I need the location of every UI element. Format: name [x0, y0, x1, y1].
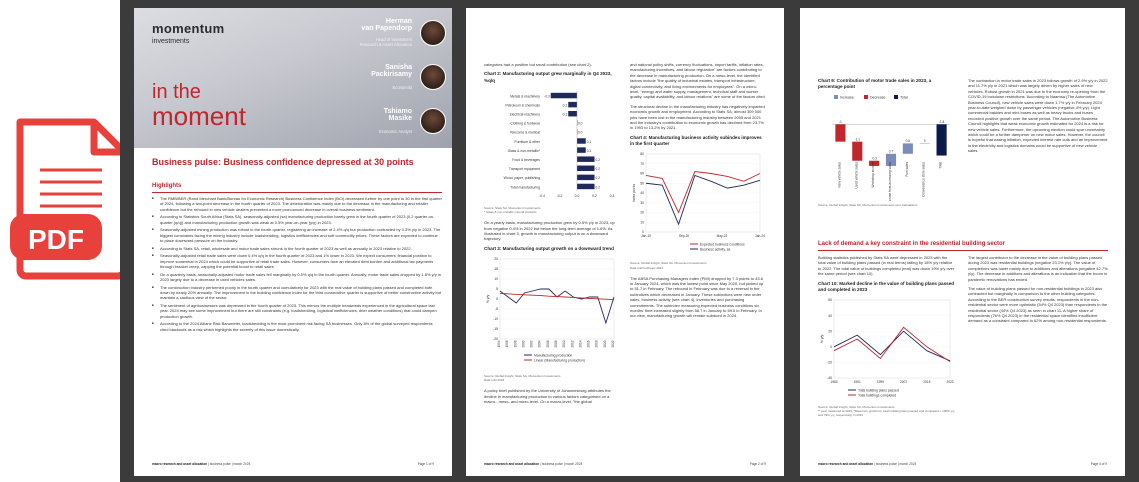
- tick-label: 15: [494, 267, 498, 272]
- author-1: Herman van Papendorp Head of Investment Research & Asset Allocation: [359, 18, 412, 48]
- avatar: [420, 20, 446, 46]
- plot-frame: [834, 300, 950, 378]
- category-label: Workshop income: [871, 162, 876, 188]
- legend-label: Decrease: [870, 95, 886, 100]
- tick-label: 60: [640, 171, 644, 176]
- chart-3-manufacturing-yy: [484, 255, 620, 373]
- list-item: ■ The RMB/BER (Rand Merchant Bank/Bureau for Economic Research) Business Confidence Index (BCI) decreased further by one point to 30 in the first quarter of 2024, following a two-point decrease in the fourth quarter of 2023. The deterioration was mainly due to the decrease in the manufacturing and retailer confidence but the rebound in new vehicle dealers prevented a more pronounced decrease in overall business sentiment.: [152, 196, 442, 212]
- tick-label: 30: [640, 201, 644, 206]
- tick-label: 2018: [594, 340, 599, 348]
- bar: [551, 93, 577, 98]
- pdf-file-icon: [10, 118, 130, 280]
- tick-label: 1983: [830, 379, 838, 384]
- legend-label: Total buildings completed: [858, 393, 897, 398]
- bar: [577, 147, 586, 152]
- data-label: 0.1: [586, 139, 592, 144]
- divider: [818, 250, 1108, 251]
- tick-label: 20: [828, 329, 832, 334]
- series-line: [646, 176, 760, 225]
- tick-label: -0.2: [556, 193, 563, 198]
- tick-label: 2006: [545, 340, 550, 348]
- pdf-label: PDF: [28, 224, 84, 255]
- brand-subtitle: investments: [152, 38, 190, 45]
- data-label: -1.8: [938, 120, 945, 125]
- chart-title: Chart 3: Manufacturing output growth on a downward trend: [484, 245, 614, 251]
- data-label: 0.6: [905, 139, 911, 144]
- tick-label: 20: [640, 210, 644, 215]
- category-label: Fuel sales: [904, 162, 909, 177]
- data-label: -0.3: [544, 94, 550, 99]
- axis-label: % y/y: [486, 294, 490, 304]
- category-label: Furniture & other: [514, 139, 540, 144]
- tick-label: 0.0: [574, 193, 580, 198]
- tick-label: 0.4: [609, 193, 615, 198]
- tick-label: -0.4: [539, 193, 545, 198]
- list-item: ■ According to Statistics South Africa (Stats SA), seasonally-adjusted (sa) manufacturing production barely grew in the fourth quarter of 2023 (0.2 quarter-on-quarter (q/q)) and manufacturing production growth was weak at 0.5% year-on-year (y/y) in 2023.: [152, 214, 442, 225]
- data-label: 0.0: [578, 121, 583, 126]
- chart-title: Chart 10: Marked decline in the value of building plans passed and completed in 2023: [818, 280, 955, 292]
- author-2: Sanisha Packirisamy Economist: [371, 64, 412, 90]
- avatar: [420, 64, 446, 90]
- axis-label: % y/y: [820, 334, 824, 344]
- tick-label: 2007: [900, 379, 908, 384]
- cover-banner: [134, 8, 452, 148]
- tick-label: 2012: [570, 340, 575, 348]
- data-label: 0.2: [595, 166, 600, 171]
- bar: [577, 174, 595, 179]
- tick-label: 1994: [497, 340, 501, 348]
- page-footer: macro research and asset allocation | business pulse | march 2024: [484, 461, 583, 466]
- tick-label: -20: [493, 337, 498, 342]
- page-title: Business pulse: Business confidence depressed at 30 points: [152, 157, 414, 167]
- axis-label: Index points: [632, 183, 636, 203]
- tick-label: 50: [640, 181, 644, 186]
- chart-title: Chart 2: Manufacturing output grew marginally in Q4 2023, %q/q: [484, 71, 612, 83]
- category-label: Used vehicle sales: [854, 162, 859, 189]
- tick-label: 40: [828, 313, 832, 318]
- tick-label: 2022: [611, 340, 615, 348]
- tick-label: 0: [642, 230, 644, 235]
- category-label: Total manufacturing: [510, 185, 540, 190]
- tick-label: -10: [493, 317, 498, 322]
- data-label: 0.2: [595, 175, 600, 180]
- legend-swatch: [834, 95, 838, 99]
- data-label: 0.0: [578, 130, 583, 135]
- category-label: Wood, paper, publishing: [503, 175, 540, 180]
- bar: [568, 102, 577, 107]
- category-label: New vehicle sales: [837, 162, 842, 188]
- category-label: Income from accessory sales: [888, 162, 892, 202]
- bar: [852, 142, 862, 161]
- legend-label: Linear (Manufacturing production): [534, 358, 585, 363]
- tick-label: 80: [640, 152, 644, 157]
- column-right: The contraction in motor trade sales in 2023 follows growth of 2.9% y/y in 2022 and 11.7% y/y in 2021 which was largely driven by higher sales of new vehicles. Robust growth in 2021 was due to the economy re-opening from the COVID-19 lockdown restrictions. According to Naamsa (The Automotive Business Council), new vehicle sales were down 1.7% y/y in February 2024 year-to-date weighed down by passenger vehicles (negative 4% y/y). Light commercial bakkies and mini buses as well as heavy trucks and buses recorded positive growth over the same period. The Automotive Business Council highlights that weak economic growth estimated for 2024 is a risk for new vehicle sales. Furthermore, the upcoming election could spur uncertainty which could be a further dampener on new motor sales. However, the council is hopeful that easing inflation, expected interest rate cuts and an improvement in the electricity and logistics domains could be supportive of new vehicle sales.: [968, 78, 1108, 154]
- tick-label: -15: [493, 327, 498, 332]
- chart-title: Chart 9: Contribution of motor trade sales in 2023, a percentage point: [818, 78, 932, 90]
- bar: [577, 156, 595, 161]
- chart-10-building-plans: [818, 296, 956, 404]
- tick-label: Jan-24: [755, 234, 765, 239]
- bar: [903, 144, 913, 154]
- tick-label: 1998: [513, 340, 518, 348]
- category-label: Electrical machinery: [509, 112, 540, 117]
- page-footer: macro research and asset allocation | business pulse | march 2024: [152, 461, 251, 466]
- data-label: -0.3: [871, 156, 877, 161]
- highlights-heading: Highlights: [152, 183, 182, 189]
- tick-label: 40: [640, 191, 644, 196]
- tick-label: 2020: [602, 340, 607, 348]
- chart-4-business-activity: [630, 150, 766, 260]
- tick-label: 70: [640, 162, 644, 167]
- legend-label: Increase: [840, 95, 854, 100]
- tick-label: 60: [828, 298, 832, 303]
- avatar: [420, 108, 446, 134]
- report-title-line1: in the: [152, 81, 201, 103]
- tick-label: 20: [494, 257, 498, 262]
- data-label: 0.2: [595, 185, 600, 190]
- series-line: [834, 331, 950, 361]
- list-item: ■ The sentiment of agribusinesses was depressed in the fourth quarter of 2023. This mirrors the multiple headwinds experienced in the agricultural space last year. 2024 may see some improvement but there are still constraints (e.g. loadshedding, logistical inefficiencies, drier weather conditions) that could dampen production growth.: [152, 303, 442, 319]
- category-label: Glass & non-metallic*: [507, 148, 540, 153]
- category-label: Total: [938, 162, 943, 170]
- category-label: Convenience store sales: [921, 162, 926, 198]
- tick-label: 2000: [521, 340, 526, 348]
- data-label: -1: [839, 120, 842, 125]
- data-label: 0.7: [888, 149, 894, 154]
- list-item: ■ Seasonally-adjusted mining production was robust in the fourth quarter, registering an increase of 2.4% q/q but production contracted by 0.3% y/y in 2023. The biggest constraints facing the mining industry include loadshedding, logistics inefficiencies and soft commodity prices. These factors are expected to continue to place downward pressure on the industry.: [152, 227, 442, 243]
- document-viewer[interactable]: [120, 0, 1139, 482]
- page-2: [466, 8, 784, 476]
- data-label: 0.1: [586, 148, 592, 153]
- bar: [568, 111, 577, 116]
- tick-label: 0: [830, 344, 832, 349]
- column-left-2: Building statistics published by Stats SA were depressed in 2023 with the total value of building plans passed (in real terms) falling by 18% y/y relative to 2022. The total value of buildings completed (real) was down 19% y/y over the same period (see chart 10). Chart 10: Marked decline in the value of building plans passed and completed in 2023 -40 -20 0 20 40 60 1983 1991 1999 2007 2015 2023 % y/y Total building plans passed Total buildings completed Source: Global Insight, Stats SA, Momentum Investments ** year measured at 2015, *Maximum growth for total building plans passed and completed + 100% y/y and 79% y/y, respectively, in 2021: [818, 255, 955, 418]
- data-label: -0.1: [561, 103, 568, 108]
- bar: [577, 138, 586, 143]
- page-3: [800, 8, 1125, 476]
- chart-title: Chart 4: Manufacturing business activity subindex improves in the first quarter: [630, 134, 762, 146]
- page-footer: macro research and asset allocation | business pulse | march 2024: [818, 461, 917, 466]
- bar: [835, 125, 845, 142]
- author-3: Tshiamo Masike Economic Analyst: [378, 108, 412, 134]
- category-label: Telecoms & medical: [509, 130, 540, 135]
- page-number: Page 2 of 9: [749, 461, 766, 466]
- tick-label: 2004: [537, 340, 542, 348]
- tick-label: -20: [827, 360, 832, 365]
- list-item: ■ On a quarterly basis, seasonally-adjusted motor trade sales fell marginally by 0.5% q/q in the fourth quarter. Annually, motor trade sales dropped by 1.8% y/y in 2023 largely due to a decrease in used vehicles sales.: [152, 272, 442, 283]
- legend-label: Total: [900, 95, 908, 100]
- tick-label: 0: [496, 297, 498, 302]
- legend-swatch: [864, 95, 868, 99]
- tick-label: 1991: [853, 379, 861, 384]
- data-label: -1.1: [854, 137, 861, 142]
- highlights-list: [152, 196, 442, 334]
- legend-label: Total building plans passed: [858, 388, 899, 393]
- tick-label: 2016: [586, 340, 591, 348]
- tick-label: 2008: [554, 340, 558, 348]
- tick-label: Sep-20: [678, 234, 690, 239]
- tick-label: 5: [496, 287, 498, 292]
- column-right-2: The largest contributor to the decrease in the value of building plans passed during 2023 was residential buildings (negative 23.1% y/y). The value of completions was lower mainly due to additions and alterations (negative 42.7% y/y). The decrease in additions and alterations is an indication that the boom in pandemic renovations has ended. The value of building plans passed for non-residential buildings in 2023 also contracted but marginally in comparison to the other building categories. According to the BER construction survey results, respondents in the non-residential sector were more optimistic (54% Q4 2023) than respondents in the residential sector (44% Q4 2023) as seen in chart 11. A higher share of respondents (76% Q4 2023) in the residential space identified insufficient demand as a constraint compared to 62% among non-residential respondents.: [968, 255, 1108, 324]
- chart-2-manufacturing-qq: [484, 87, 620, 205]
- tick-label: 2010: [562, 340, 567, 348]
- category-label: Petroleum & chemicals: [505, 103, 540, 108]
- category-label: Transport equipment: [508, 166, 540, 171]
- tick-label: Jan-19: [641, 234, 651, 239]
- section-heading: Lack of demand a key constraint in the residential building sector: [818, 241, 1006, 247]
- page-number: Page 1 of 9: [417, 461, 434, 466]
- list-item: ■ Seasonally-adjusted retail trade sales were down 0.4% q/q in the fourth quarter of 2023 and 1% lower in 2023. We expect consumers' financial position to improve somewhat in 2024 which could be supportive of retail trade sales. However, consumers face an elevated debt burden and additional tax payments through bracket creep, capping the potential boost to retail sales.: [152, 253, 442, 269]
- category-label: Clothing & footwear: [510, 121, 540, 126]
- data-label: 0.2: [595, 157, 600, 162]
- tick-label: 2002: [529, 340, 534, 348]
- tick-label: -40: [827, 376, 832, 381]
- list-item: ■ According to Stats SA, retail, wholesale and motor trade sales shrunk in the fourth quarter of 2023 as well as annually in 2023 relative to 2022.: [152, 246, 442, 251]
- tick-label: 10: [640, 220, 644, 225]
- divider: [152, 192, 442, 193]
- bar: [577, 165, 595, 170]
- legend-label: Manufacturing production: [534, 353, 573, 358]
- page-1: [134, 8, 452, 476]
- report-title-line2: moment: [152, 101, 246, 131]
- tick-label: 0.2: [592, 193, 597, 198]
- bar: [577, 183, 595, 188]
- list-item: ■ The construction industry performed poorly in the fourth quarter and cumulatively for 2023 with the real value of building plans passed and completed both down by nearly 20% annually. The improvement in the building confidence index for the third consecutive quarter is supportive of better constructive activity but maintain a cautious view of the sector.: [152, 285, 442, 301]
- page-number: Page 4 of 9: [1090, 461, 1107, 466]
- tick-label: 2015: [923, 379, 931, 384]
- list-item: ■ According to the 2024 Allianz Risk Barometer, loadshedding is the most prominent risk facing SA businesses. Only 8% of the global surveyed respondents cited blackouts as a risk which highlights the severity of this issue domestically.: [152, 321, 442, 332]
- brand-logo: momentum: [152, 21, 225, 36]
- tick-label: 2014: [578, 340, 583, 348]
- series-line: [646, 172, 760, 213]
- tick-label: 2023: [946, 379, 954, 384]
- category-label: Metals & machinery: [510, 94, 540, 99]
- data-label: 0: [923, 139, 926, 144]
- column-left: Chart 9: Contribution of motor trade sales in 2023, a percentage point Increase Decrease Total -1 New vehicle sales -1.1 Used vehicle sales -0.3 Workshop income 0.7 Income from accessory sales 0.6 Fuel sales 0 Convenience store sales -1.8 Total Source: Global Insight, Stats SA, Momentum Investments own calculations: [818, 78, 956, 207]
- tick-label: 1999: [876, 379, 884, 384]
- legend-label: Business activity, sa: [700, 247, 731, 252]
- tick-label: 10: [494, 277, 498, 282]
- category-label: Food & beverages: [512, 157, 540, 162]
- column-left: categories had a positive but small contribution (see chart 2). Chart 2: Manufacturing output grew marginally in Q4 2023, %q/q Metals & machinery -0.3 Petroleum & chemicals -0.1 Electrical machinery -0.1 Clothing & footwear 0.0 Telecoms & medical 0.0 Furniture & other 0.1 Glass & non-metallic* 0.1 Food & beverages 0.2 Transport equipment 0.2 Wood, paper, publishing 0.2 Total manufacturing 0.2 -0.4 -0.2 0.0 0.2 0.4 Source: Stats SA, Momentum Investments * Glass & non-metallic mineral products On a yearly basis, manufacturing production grew by 0.5% y/y in 2023, up from negative 0.4% in 2022 but below the long-term average of 1.6%. As illustrated in chart 3, growth in manufacturing output is on a downward trajectory. Chart 3: Manufacturing output growth on a downward trend -20 -15 -10 -5 0 5 10 15 20 1994 1996 1998 2000 2002 2004 2006 2008 2010 2012 2014 2016 2018 2020 2022 % y/y Manufacturing production Linear (Manufacturing production) Source: Global Insight, Stats SA, Momentum Investments Data until 2023 A policy brief published by the University of Johannesburg attributes the decline in manufacturing production to various factors categorised on a macro-, meso- and micro-level. On a macro-level, "the global: [484, 62, 620, 409]
- tick-label: -5: [494, 307, 498, 312]
- tick-label: 1996: [505, 340, 510, 348]
- legend-label: Expected business conditions: [700, 242, 745, 247]
- data-label: -0.1: [561, 112, 568, 117]
- legend-swatch: [894, 95, 898, 99]
- chart-9-motor-trade: [818, 93, 956, 201]
- tick-label: May-22: [716, 234, 728, 239]
- bar: [937, 125, 947, 156]
- column-right: and national policy shifts, currency fluctuations, import tariffs, inflation rates, manufacturing incentives, and labour regulation" are factors contributing to the decrease in manufacturing production. On a meso-level, the identified factors include "the quality of industrial estates, transport infrastructure, digital connectivity, and living environments for employees". On a micro-level, "energy and water supply, management, technical staff and worker quality, capital availability, and labour relations" are some of the factors cited. The structural decline in the manufacturing industry has negatively impacted economic growth and employment. According to Stats SA, almost 309 000 jobs have been lost in the manufacturing industry between 2005 and 2021 and the industry's contribution to economic growth has declined from 23.7% in 1993 to 13.2% by 2021. Chart 4: Manufacturing business activity subindex improves in the first quarter 0 10 20 30 40 50 60 70 80 Jan-19 Sep-20 May-22 Jan-24 Index points Expected business conditions Business activity, sa Source: Global Insight, Stats SA, Momentum Investments Data until February 2024 The ABSA Purchasing Managers Index (PMI) dropped by 7.3 points to 43.6 in January 2024, which was the lowest point since May 2020, but picked up to 51.7 in February. The rebound in February was due to a reversal in the subindices which decreased in January. These subindices were new order sales, business activity (see chart 4), inventories and purchasing commitments. The subindex measuring expected business conditions six months' time increased slightly from 58.7 in January to 59.5 in February. In our view, manufacturing growth will remain subdued in 2024.: [630, 62, 766, 319]
- series-line: [834, 327, 950, 361]
